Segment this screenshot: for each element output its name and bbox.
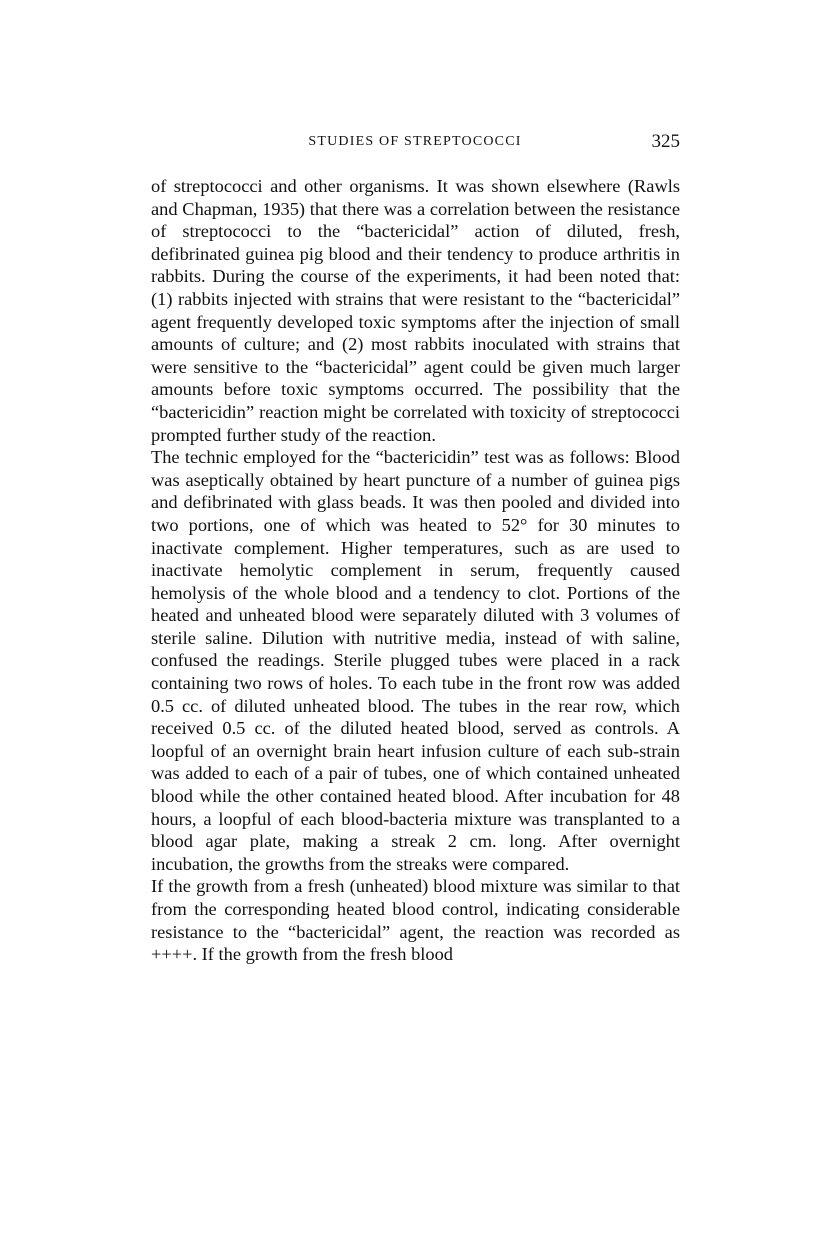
page-header xyxy=(150,132,680,156)
running-title: STUDIES OF STREPTOCOCCI xyxy=(308,134,522,149)
page-number: 325 xyxy=(651,131,680,152)
paragraph: If the growth from a fresh (unheated) blood mixture was similar to that from the corresponding heated blood control, indicating considerable resistance to the “bactericidal” agent, the reaction was recorded as ++++. If the growth from the fresh blood xyxy=(151,876,680,965)
paragraph: of streptococci and other organisms. It was shown elsewhere (Rawls and Chapman, 1935) that there was a correlation between the resistance of streptococci to the “bactericidal” action of diluted, fresh, defibrinated guinea pig blood and their tendency to produce arthritis in rabbits. During the course of the experiments, it had been noted that: (1) rabbits injected with strains that were resistant to the “bactericidal” agent frequently developed toxic symptoms after the injection of small amounts of culture; and (2) most rabbits inoculated with strains that were sensitive to the “bactericidal” agent could be given much larger amounts before toxic symptoms occurred. The possibility that the “bactericidin” reaction might be correlated with toxicity of streptococci prompted further study of the reaction. xyxy=(151,176,680,445)
paragraph: The technic employed for the “bactericidin” test was as follows: Blood was aseptically obtained by heart puncture of a number of guinea pigs and defibrinated with glass beads. It was then pooled and divided into two portions, one of which was heated to 52° for 30 minutes to inactivate complement. Higher temperatures, such as are used to inactivate hemolytic complement in serum, frequently caused hemolysis of the whole blood and a tendency to clot. Portions of the heated and unheated blood were separately diluted with 3 volumes of sterile saline. Dilution with nutritive media, instead of with saline, confused the readings. Sterile plugged tubes were placed in a rack containing two rows of holes. To each tube in the front row was added 0.5 cc. of diluted unheated blood. The tubes in the rear row, which received 0.5 cc. of the diluted heated blood, served as controls. A loopful of an overnight brain heart infusion culture of each sub-strain was added to each of a pair of tubes, one of which contained unheated blood while the other contained heated blood. After incubation for 48 hours, a loopful of each blood-bacteria mixture was transplanted to a blood agar plate, making a streak 2 cm. long. After overnight incubation, the growths from the streaks were compared. xyxy=(151,447,680,874)
body-text xyxy=(151,175,680,966)
